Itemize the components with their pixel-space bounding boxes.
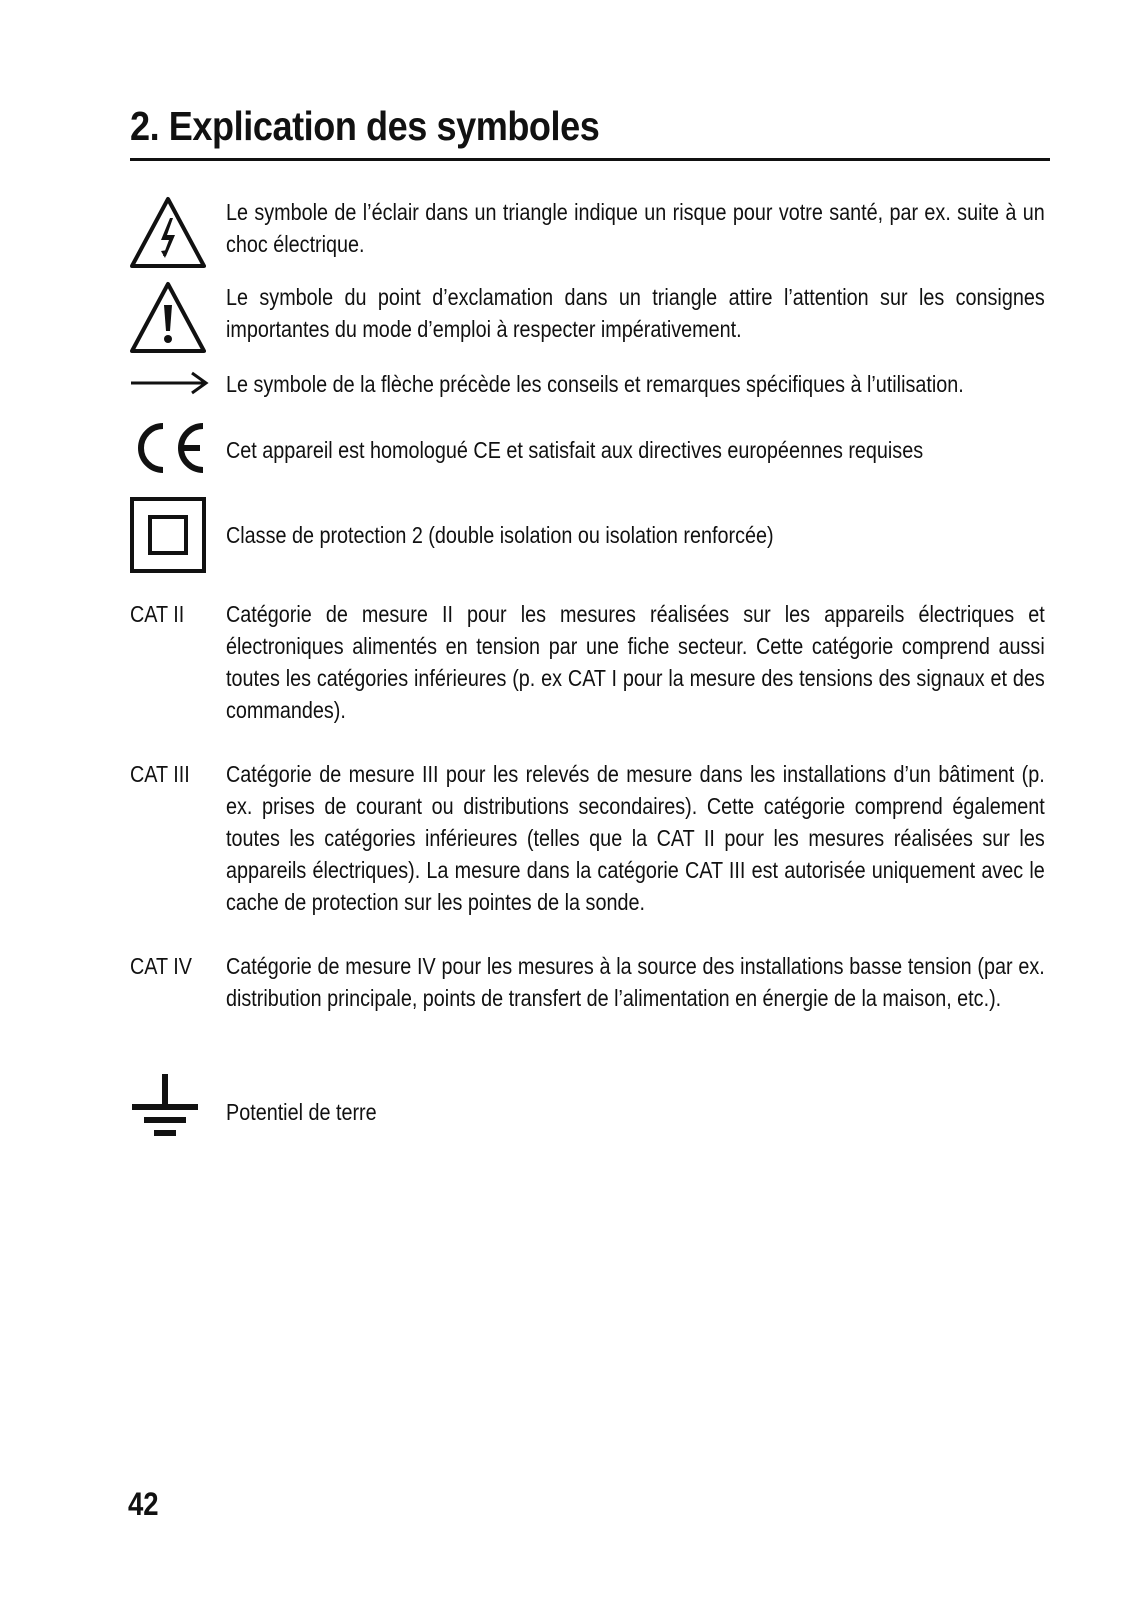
- entry-cat4-text: Catégorie de mesure IV pour les mesures à la source des installations basse tension (par ex. distribution principale, points de transfert de l’alimentation en énergie de la maison, etc.).: [226, 953, 1045, 1011]
- entry-exclamation-text: Le symbole du point d’exclamation dans un triangle attire l’attention sur les consignes importantes du mode d’emploi à respecter impérativement.: [226, 284, 1045, 342]
- entry-cat2: [130, 598, 1050, 726]
- entry-arrow: [130, 368, 1050, 402]
- page-title: 2. Explication des symboles: [130, 103, 600, 149]
- entry-exclamation: [130, 281, 1050, 355]
- ce-mark-icon: [130, 420, 206, 476]
- entry-ce: [130, 420, 1050, 476]
- entry-ground-text: Potentiel de terre: [226, 1099, 377, 1125]
- exclamation-triangle-icon: [130, 281, 206, 355]
- entry-cat3: [130, 758, 1050, 918]
- entry-arrow-text: Le symbole de la flèche précède les conseils et remarques spécifiques à l’utilisation.: [226, 371, 964, 397]
- cat3-label: CAT III: [130, 761, 190, 787]
- page-number: 42: [128, 1486, 159, 1522]
- entry-cat2-text: Catégorie de mesure II pour les mesures réalisées sur les appareils électriques et électroniques alimentés en tension par une fiche secteur. Cette catégorie comprend aussi toutes les catégories inférieures (p. ex CAT I pour la mesure des tensions des signaux et des commandes).: [226, 601, 1045, 723]
- entry-ground: [130, 1074, 1050, 1138]
- entry-cat3-text: Catégorie de mesure III pour les relevés de mesure dans les installations d’un bâtiment (p. ex. prises de courant ou distributions secondaires). Cette catégorie comprend également toutes les catégories inférieures (telles que la CAT II pour les mesures réalisées sur les appareils électriques). La mesure dans la catégorie CAT III est autorisée uniquement avec le cache de protection sur les pointes de la sonde.: [226, 761, 1045, 915]
- section-heading: [130, 100, 1050, 161]
- entry-lightning: [130, 196, 1050, 270]
- cat4-label: CAT IV: [130, 953, 192, 979]
- entry-class2-text: Classe de protection 2 (double isolation ou isolation renforcée): [226, 522, 774, 548]
- arrow-right-icon: [130, 370, 210, 396]
- entry-lightning-text: Le symbole de l’éclair dans un triangle indique un risque pour votre santé, par ex. suite à un choc électrique.: [226, 199, 1045, 257]
- cat2-label: CAT II: [130, 601, 185, 627]
- double-square-icon: [130, 497, 206, 573]
- entry-class2: [130, 497, 1050, 573]
- entry-ce-text: Cet appareil est homologué CE et satisfait aux directives européennes requises: [226, 437, 924, 463]
- entry-cat4: [130, 950, 1050, 1046]
- lightning-triangle-icon: [130, 196, 206, 270]
- ground-symbol-icon: [130, 1074, 200, 1138]
